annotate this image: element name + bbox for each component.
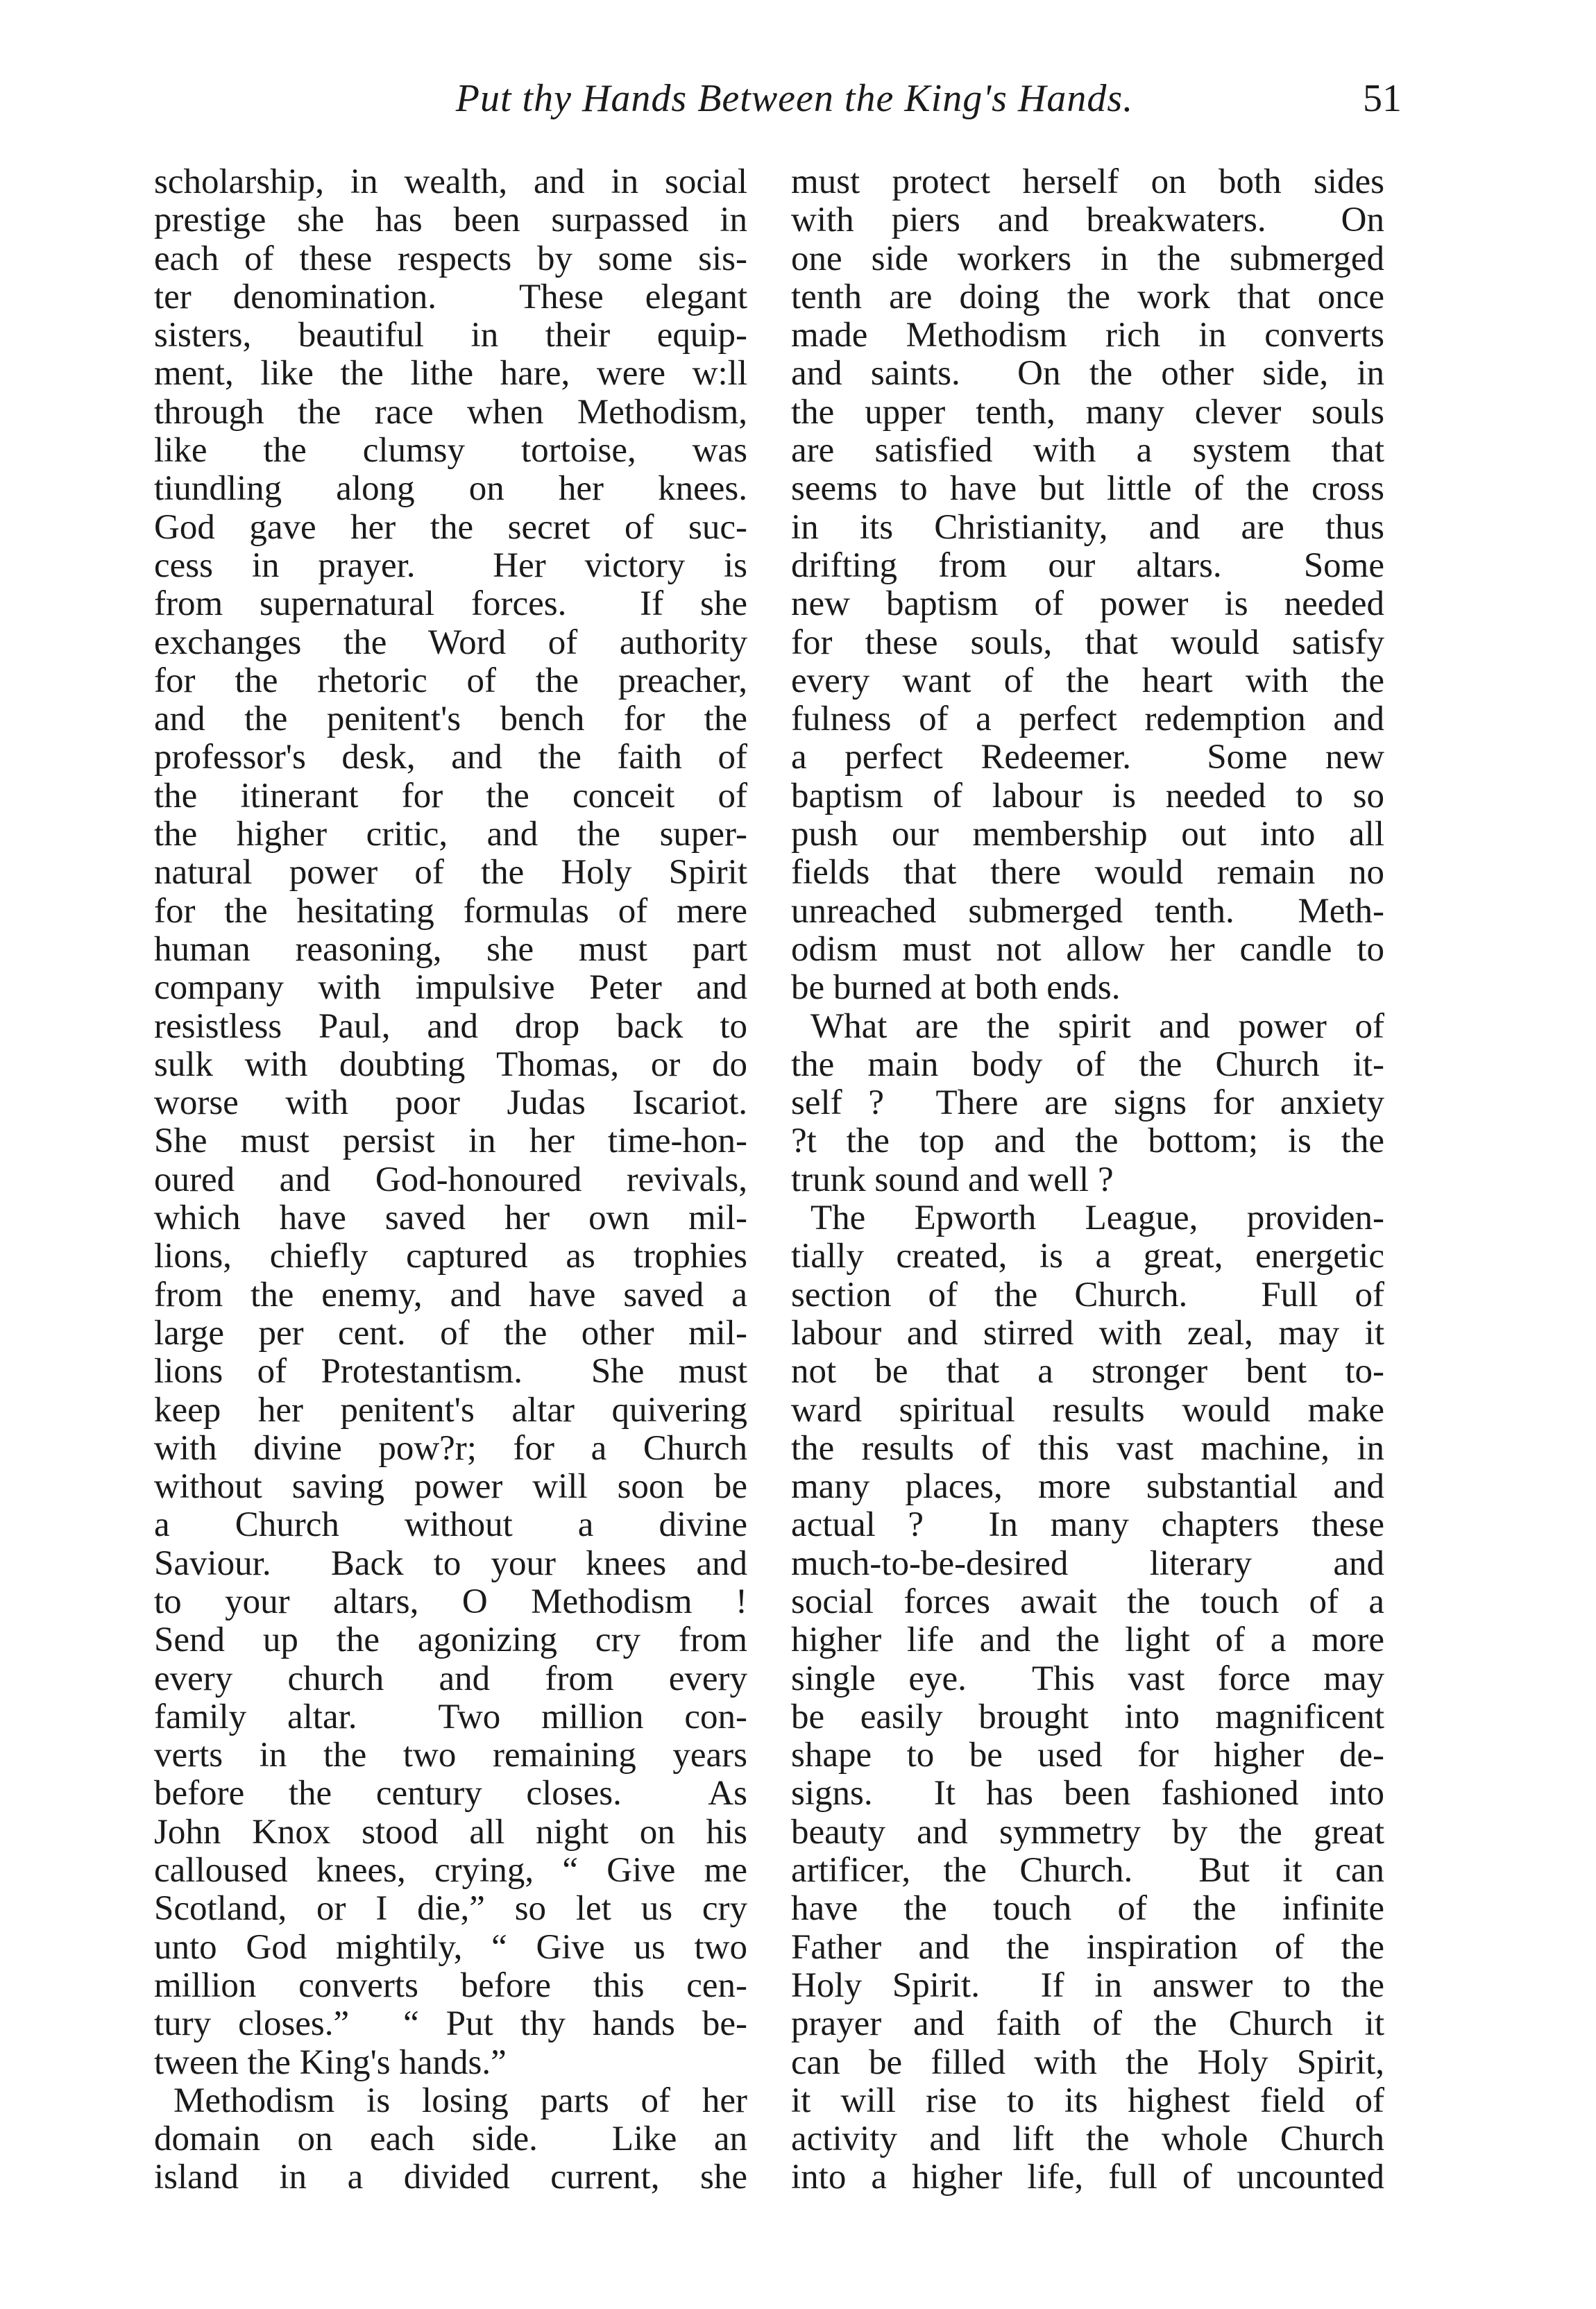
text-line: cess in prayer. Her victory is [154, 545, 747, 585]
text-line: self ? There are signs for anxiety [791, 1083, 1384, 1123]
text-line: worse with poor Judas Iscariot. [154, 1083, 747, 1123]
text-line: lions, chiefly captured as trophies [154, 1237, 747, 1276]
text-line: not be that a stronger bent to- [791, 1352, 1384, 1392]
text-line: have the touch of the infinite [791, 1889, 1384, 1929]
text-line: beauty and symmetry by the great [791, 1812, 1384, 1852]
text-line: the results of this vast machine, in [791, 1428, 1384, 1468]
text-line: for these souls, that would satisfy [791, 623, 1384, 662]
text-line: Saviour. Back to your knees and [154, 1543, 747, 1583]
text-line: before the century closes. As [154, 1774, 747, 1813]
text-line: the higher critic, and the super- [154, 815, 747, 854]
text-line: Holy Spirit. If in answer to the [791, 1965, 1384, 2005]
text-line: a Church without a divine [154, 1505, 747, 1545]
text-line: section of the Church. Full of [791, 1275, 1384, 1314]
text-line: ward spiritual results would make [791, 1390, 1384, 1430]
text-line: the main body of the Church it- [791, 1044, 1384, 1084]
text-line: in its Christianity, and are thus [791, 507, 1384, 547]
text-line: higher life and the light of a more [791, 1621, 1384, 1660]
text-line: Scotland, or I die,” so let us cry [154, 1889, 747, 1929]
text-line: and saints. On the other side, in [791, 354, 1384, 394]
text-line: drifting from our altars. Some [791, 545, 1384, 585]
text-line: Send up the agonizing cry from [154, 1621, 747, 1660]
text-line: professor's desk, and the faith of [154, 738, 747, 777]
text-line: keep her penitent's altar quivering [154, 1390, 747, 1430]
text-line: scholarship, in wealth, and in social [154, 162, 747, 201]
text-line: into a higher life, full of uncounted [791, 2158, 1384, 2197]
text-line: and the penitent's bench for the [154, 700, 747, 739]
text-line: it will rise to its highest field of [791, 2081, 1384, 2120]
running-header [0, 76, 1596, 125]
text-line: single eye. This vast force may [791, 1659, 1384, 1698]
text-line: signs. It has been fashioned into [791, 1774, 1384, 1813]
text-line: verts in the two remaining years [154, 1736, 747, 1775]
text-line: actual ? In many chapters these [791, 1505, 1384, 1545]
text-line: from the enemy, and have saved a [154, 1275, 747, 1314]
text-line: for the rhetoric of the preacher, [154, 661, 747, 700]
text-line: many places, more substantial and [791, 1467, 1384, 1507]
text-line: tenth are doing the work that once [791, 277, 1384, 316]
text-line: The Epworth League, providen- [810, 1199, 1384, 1238]
text-line: ter denomination. These elegant [154, 277, 747, 316]
text-line: be burned at both ends. [791, 968, 1121, 1008]
text-line: human reasoning, she must part [154, 929, 747, 969]
text-line: to your altars, O Methodism ! [154, 1582, 747, 1621]
text-line: trunk sound and well ? [791, 1160, 1114, 1199]
text-line: the upper tenth, many clever souls [791, 392, 1384, 432]
text-line: a perfect Redeemer. Some new [791, 738, 1384, 777]
text-line: sulk with doubting Thomas, or do [154, 1044, 747, 1084]
text-line: are satisfied with a system that [791, 431, 1384, 471]
text-line: exchanges the Word of authority [154, 623, 747, 662]
text-line: every want of the heart with the [791, 661, 1384, 700]
left-column [154, 163, 747, 2197]
text-line: labour and stirred with zeal, may it [791, 1313, 1384, 1353]
text-line: John Knox stood all night on his [154, 1812, 747, 1852]
text-line: She must persist in her time-hon- [154, 1122, 747, 1161]
text-line: be easily brought into magnificent [791, 1697, 1384, 1736]
text-line: with piers and breakwaters. On [791, 201, 1384, 240]
text-line: the itinerant for the conceit of [154, 776, 747, 815]
text-line: fulness of a perfect redemption and [791, 700, 1384, 739]
text-line: each of these respects by some sis- [154, 239, 747, 278]
text-line: much-to-be-desired literary and [791, 1543, 1384, 1583]
text-line: artificer, the Church. But it can [791, 1851, 1384, 1891]
page-number: 51 [1363, 77, 1402, 120]
text-line: through the race when Methodism, [154, 392, 747, 432]
text-line: one side workers in the submerged [791, 239, 1384, 278]
text-line: calloused knees, crying, “ Give me [154, 1851, 747, 1891]
text-line: million converts before this cen- [154, 1965, 747, 2005]
text-line: prestige she has been surpassed in [154, 201, 747, 240]
text-line: from supernatural forces. If she [154, 584, 747, 624]
text-line: without saving power will soon be [154, 1467, 747, 1507]
text-line: fields that there would remain no [791, 853, 1384, 893]
text-line: lions of Protestantism. She must [154, 1352, 747, 1392]
text-line: unreached submerged tenth. Meth- [791, 891, 1384, 931]
text-line: every church and from every [154, 1659, 747, 1698]
text-line: push our membership out into all [791, 815, 1384, 854]
text-line: baptism of labour is needed to so [791, 776, 1384, 815]
text-line: made Methodism rich in converts [791, 316, 1384, 355]
text-line: activity and lift the whole Church [791, 2120, 1384, 2159]
text-line: family altar. Two million con- [154, 1697, 747, 1736]
text-line: like the clumsy tortoise, was [154, 431, 747, 471]
text-line: tury closes.” “ Put thy hands be- [154, 2004, 747, 2044]
text-line: seems to have but little of the cross [791, 469, 1384, 509]
text-line: can be filled with the Holy Spirit, [791, 2042, 1384, 2082]
text-line: Methodism is losing parts of her [173, 2081, 747, 2120]
text-line: large per cent. of the other mil- [154, 1313, 747, 1353]
text-line: company with impulsive Peter and [154, 968, 747, 1008]
text-line: domain on each side. Like an [154, 2120, 747, 2159]
running-title: Put thy Hands Between the King's Hands. [455, 77, 1134, 120]
text-line: social forces await the touch of a [791, 1582, 1384, 1621]
right-column [791, 163, 1384, 2197]
text-line: oured and God-honoured revivals, [154, 1160, 747, 1199]
text-line: with divine pow?r; for a Church [154, 1428, 747, 1468]
text-line: tween the King's hands.” [154, 2042, 507, 2082]
text-line: island in a divided current, she [154, 2158, 747, 2197]
text-line: What are the spirit and power of [810, 1006, 1384, 1046]
text-line: prayer and faith of the Church it [791, 2004, 1384, 2044]
text-line: ?t the top and the bottom; is the [791, 1122, 1384, 1161]
text-line: must protect herself on both sides [791, 162, 1384, 201]
text-line: which have saved her own mil- [154, 1199, 747, 1238]
text-line: Father and the inspiration of the [791, 1927, 1384, 1967]
text-line: tially created, is a great, energetic [791, 1237, 1384, 1276]
text-line: new baptism of power is needed [791, 584, 1384, 624]
text-line: odism must not allow her candle to [791, 929, 1384, 969]
text-line: natural power of the Holy Spirit [154, 853, 747, 893]
text-line: God gave her the secret of suc- [154, 507, 747, 547]
text-line: ment, like the lithe hare, were w:ll [154, 354, 747, 394]
text-line: tiundling along on her knees. [154, 469, 747, 509]
text-line: resistless Paul, and drop back to [154, 1006, 747, 1046]
text-line: shape to be used for higher de- [791, 1736, 1384, 1775]
text-line: sisters, beautiful in their equip- [154, 316, 747, 355]
text-line: unto God mightily, “ Give us two [154, 1927, 747, 1967]
text-line: for the hesitating formulas of mere [154, 891, 747, 931]
